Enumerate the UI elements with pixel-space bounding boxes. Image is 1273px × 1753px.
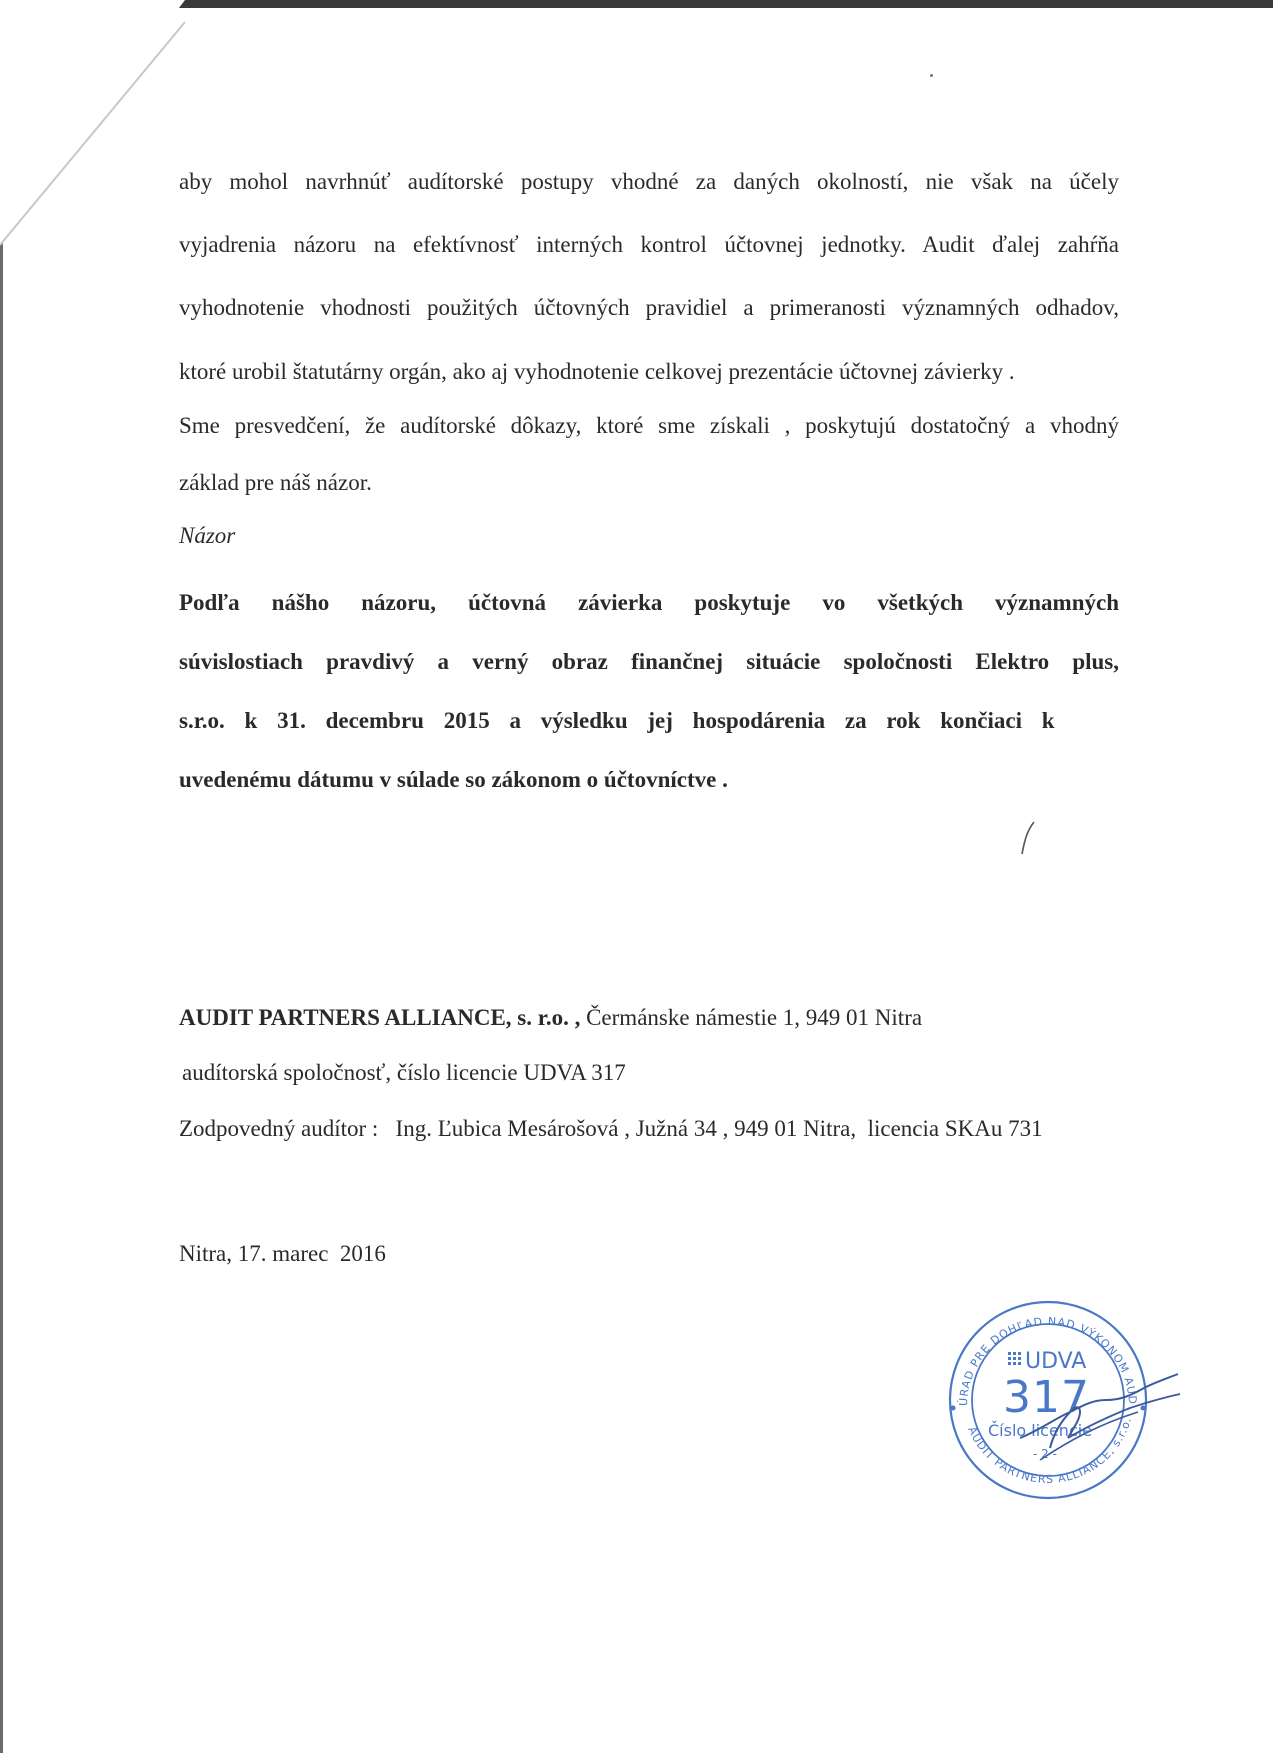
paragraph-line: vyhodnotenie vhodnosti použitých účtovných pravidiel a primeranosti významných odhadov, xyxy=(179,295,1119,320)
paragraph-line: Sme presvedčení, že audítorské dôkazy, ktoré sme získali , poskytujú dostatočný a vhodný xyxy=(179,413,1119,438)
scan-speck xyxy=(930,74,933,77)
stamp-license-label: Číslo licencie xyxy=(988,1421,1093,1440)
auditor-firm-type: audítorská spoločnosť, číslo licencie UDVA 317 xyxy=(182,1060,626,1085)
stamp-bottom-text: AUDIT PARTNERS ALLIANCE, s.r.o. xyxy=(965,1415,1135,1487)
opinion-line: súvislostiach pravdivý a verný obraz finančnej situácie spoločnosti Elektro plus, xyxy=(179,649,1119,674)
opinion-line: uvedenému dátumu v súlade so zákonom o účtovníctve . xyxy=(179,767,728,792)
paragraph-line: základ pre náš názor. xyxy=(179,470,372,495)
handwritten-signature xyxy=(1010,1360,1190,1470)
stamp-top-text: ÚRAD PRE DOHĽAD NAD VÝKONOM AUD xyxy=(956,1314,1140,1407)
place-date: Nitra, 17. marec 2016 xyxy=(179,1241,386,1266)
stamp-number: 317 xyxy=(1003,1372,1090,1423)
pen-tick-mark xyxy=(1018,818,1038,858)
stamp-sub: - 2 - xyxy=(1033,1447,1057,1461)
opinion-line: Podľa nášho názoru, účtovná závierka poskytuje vo všetkých významných xyxy=(179,590,1119,615)
opinion-heading: Názor xyxy=(179,523,236,548)
auditor-firm-line xyxy=(179,1004,922,1032)
folded-corner xyxy=(0,0,200,270)
paragraph-line: vyjadrenia názoru na efektívnosť interných kontrol účtovnej jednotky. Audit ďalej zahŕňa xyxy=(179,232,1119,257)
auditor-firm-name: AUDIT PARTNERS ALLIANCE, s. r.o. , xyxy=(179,1005,581,1030)
opinion-line: s.r.o. k 31. decembru 2015 a výsledku jej hospodárenia za rok končiaci k xyxy=(179,708,1055,733)
responsible-auditor: Zodpovedný audítor : Ing. Ľubica Mesárošová , Južná 34 , 949 01 Nitra, licencia SKAu 731 xyxy=(179,1116,1043,1141)
paragraph-line: ktoré urobil štatutárny orgán, ako aj vyhodnotenie celkovej prezentácie účtovnej závierky . xyxy=(179,359,1015,384)
paragraph-line: aby mohol navrhnúť audítorské postupy vhodné za daných okolností, nie však na účely xyxy=(179,169,1119,194)
stamp-brand: UDVA xyxy=(1025,1349,1087,1374)
auditor-firm-address: Čermánske námestie 1, 949 01 Nitra xyxy=(580,1005,923,1030)
